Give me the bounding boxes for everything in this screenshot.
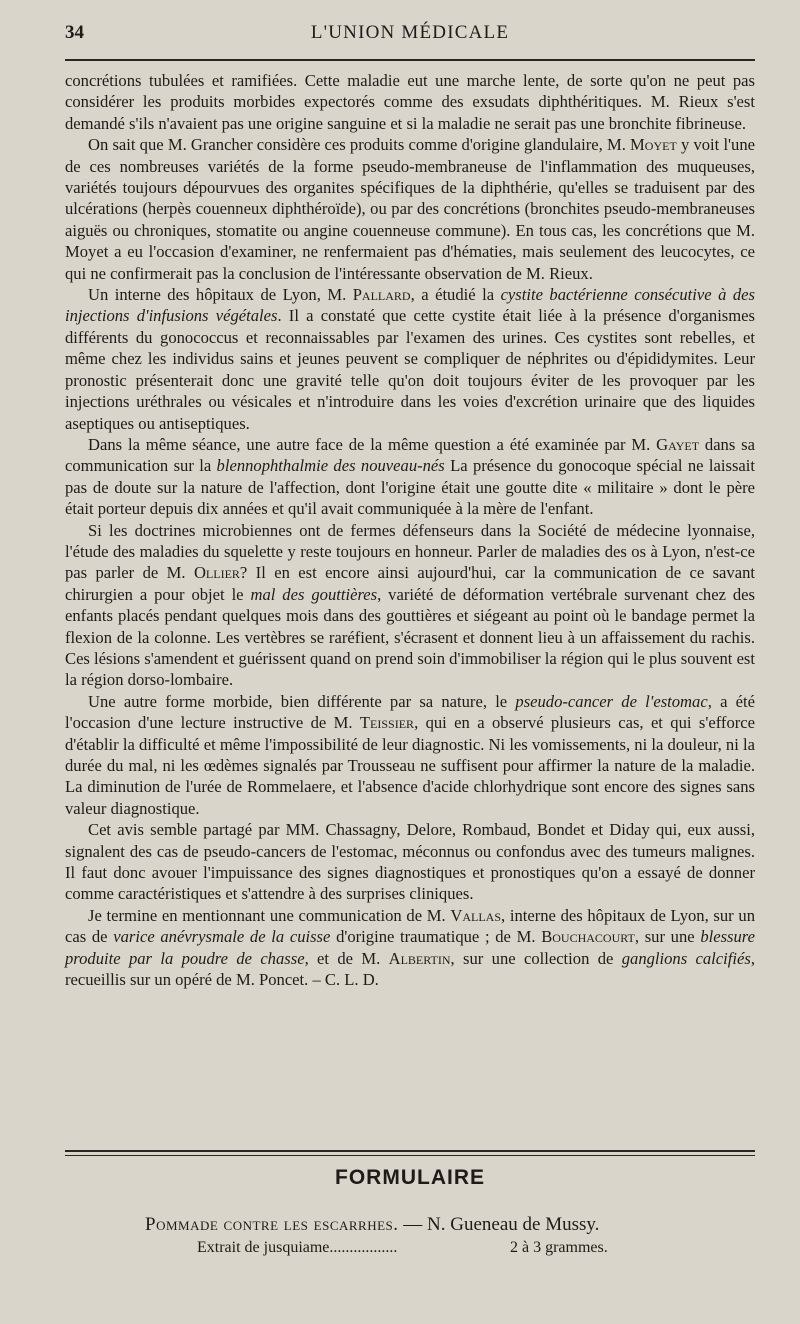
paragraph (65, 819, 755, 905)
text-run: concrétions tubulées et ramifiées. Cette maladie eut une marche lente, de sorte qu'on ne peut pas considérer les produits morbides expectorés comme des exsudats diphthéritiques. M. Rieux s'est demandé s'ils n'avaient pas une origine sanguine et si la maladie ne serait pas une bronchite fibrineuse. (65, 71, 755, 133)
paragraph (65, 284, 755, 434)
text-run: , qui en a observé plusieurs cas, et qui s'efforce d'établir la difficulté et même l'impossibilité de leur diagnostic. Ni les vomissements, ni la douleur, ni la durée du mal, ni les œdèmes signalés par Trousseau ne suffisent pour affirmer la nature de la maladie. La diminution de l'urée de Rommelaere, et l'absence d'acide chlorhydrique sont encore des signes sans valeur diagnostique. (65, 713, 755, 818)
article-body (65, 70, 755, 990)
text-run: Je termine en mentionnant une communication de M. (88, 905, 451, 925)
text-run: , et de M. (304, 948, 389, 968)
text-run: dans sa communication sur la (65, 434, 755, 476)
text-run: , sur une (634, 927, 701, 947)
author-name: Albertin (388, 948, 451, 968)
text-run: d'origine traumatique ; de M. (330, 927, 542, 947)
paragraph (65, 905, 755, 991)
italic-phrase: cystite bactérienne consécutive à des injections d'infusions végétales (65, 285, 755, 326)
running-title: L'UNION MÉDICALE (310, 22, 510, 43)
italic-phrase: mal des gouttières (250, 584, 378, 604)
text-run: On sait que M. Grancher considère ces produits comme d'origine glandulaire, M. (88, 135, 631, 155)
author-name: Vallas (450, 905, 501, 925)
author-name: Gayet (656, 434, 700, 454)
italic-phrase: varice anévrysmale de la cuisse (113, 927, 331, 947)
section-divider (65, 1150, 755, 1156)
recipe-name: Pommade contre les escarrhes. (145, 1214, 399, 1235)
recipe-author: N. Gueneau de Mussy. (427, 1214, 600, 1235)
recipe-ingredient (197, 1239, 667, 1257)
page-number: 34 (65, 22, 84, 43)
recipe-separator: — (398, 1214, 428, 1235)
author-name: Teissier (359, 713, 415, 733)
italic-phrase: blennophthalmie des nouveau-nés (216, 456, 445, 476)
author-name: Bouchacourt (541, 927, 635, 947)
formulaire-title: FORMULAIRE (335, 1166, 485, 1189)
text-run: , recueillis sur un opéré de M. Poncet. – C. L. D. (65, 948, 755, 990)
paragraph (65, 434, 755, 520)
paragraph (65, 520, 755, 691)
header-rule (65, 59, 755, 61)
ingredient-dose: 2 à 3 grammes. (510, 1239, 608, 1256)
text-run: , interne des hôpitaux de Lyon, sur un cas de (65, 905, 755, 947)
text-run: , a été l'occasion d'une lecture instructive de M. (65, 691, 755, 733)
italic-phrase: ganglions calcifiés (621, 948, 751, 968)
text-run: , variété de déformation vertébrale survenant chez des enfants placés pendant quelques mois dans des gouttières et siégeant au point où le bandage permet la flexion de la colonne. Les vertèbres se raréfient, s'écrasent et donnent lieu à un affaissement du rachis. Ces lésions s'amendent et guérissent quand on prend soin d'immobiliser la région qui le plus souvent est la région dorso-lombaire. (65, 584, 756, 690)
paragraph (65, 70, 755, 134)
text-run: Cet avis semble partagé par MM. Chassagny, Delore, Rombaud, Bondet et Diday qui, eux aussi, signalent des cas de pseudo-cancers de l'estomac, méconnus ou confondus avec des tumeurs malignes. Il faut donc avouer l'impuissance des signes diagnostiques et pronostiques qu'on a essayé de donner comme caractéristiques et s'attendre à des surprises cliniques. (65, 820, 755, 904)
text-run: y voit l'une de ces nombreuses variétés de la forme pseudo-membraneuse de l'inflammation des muqueuses, variétés toujours dépourvues des organites spécifiques de la diphthérie, qu'elles se traduisent par des ulcérations (herpès couenneux diphthéroïde), ou par des concrétions (bronchites pseudo-membraneuses aiguës ou chroniques, stomatite ou angine couenneuse commune). En tous cas, les concrétions que M. Moyet a eu l'occasion d'examiner, ne renfermaient pas d'hématies, mais seulement des leucocytes, ce qui ne confirmerait pas la conclusion de l'intéressante observation de M. Rieux. (65, 135, 756, 283)
text-run: Une autre forme morbide, bien différente par sa nature, le (88, 691, 516, 711)
author-name: Pallard (352, 285, 411, 305)
text-run: La présence du gonocoque spécial ne laissait pas de doute sur la nature de l'affection, dont l'origine était une goutte dite « militaire » dont le père était porteur depuis dix années et qu'il avait communiquée à la mère de l'enfant. (65, 456, 755, 519)
text-run: Si les doctrines microbiennes ont de fermes défenseurs dans la Société de médecine lyonnaise, l'étude des maladies du squelette y reste toujours en honneur. Parler de maladies des os à Lyon, n'est-ce pas parler de M. (65, 520, 755, 583)
author-name: Moyet (630, 135, 677, 155)
page-header (65, 22, 755, 52)
text-run: . Il a constaté que cette cystite était liée à la présence d'organismes différents du gonococcus et reconnaissables par l'examen des urines. Ces cystites sont rebelles, et même chez les individus sains et jeunes peuvent se compliquer de néphrites ou d'épididymites. Leur pronostic présenterait donc une gravité telle qu'on doit toujours éviter de les provoquer par les injections uréthrales ou vésicales et n'introduire dans les voies d'excrétion urinaire que des liquides aseptiques ou antiseptiques. (65, 306, 755, 433)
text-run: , a étudié la (410, 285, 501, 305)
author-name: Ollier (193, 563, 240, 583)
ingredient-name: Extrait de jusquiame................. (197, 1239, 398, 1256)
paragraph (65, 134, 755, 284)
paragraph (65, 691, 755, 819)
text-run: ? Il en est encore ainsi aujourd'hui, car la communication de ce savant chirurgien a pour objet le (65, 563, 755, 604)
recipe-heading (145, 1214, 745, 1236)
italic-phrase: pseudo-cancer de l'estomac (515, 691, 708, 711)
italic-phrase: blessure produite par la poudre de chasse (65, 927, 756, 968)
text-run: , sur une collection de (450, 948, 622, 968)
text-run: Dans la même séance, une autre face de la même question a été examinée par M. (88, 434, 657, 454)
text-run: Un interne des hôpitaux de Lyon, M. (88, 285, 353, 305)
